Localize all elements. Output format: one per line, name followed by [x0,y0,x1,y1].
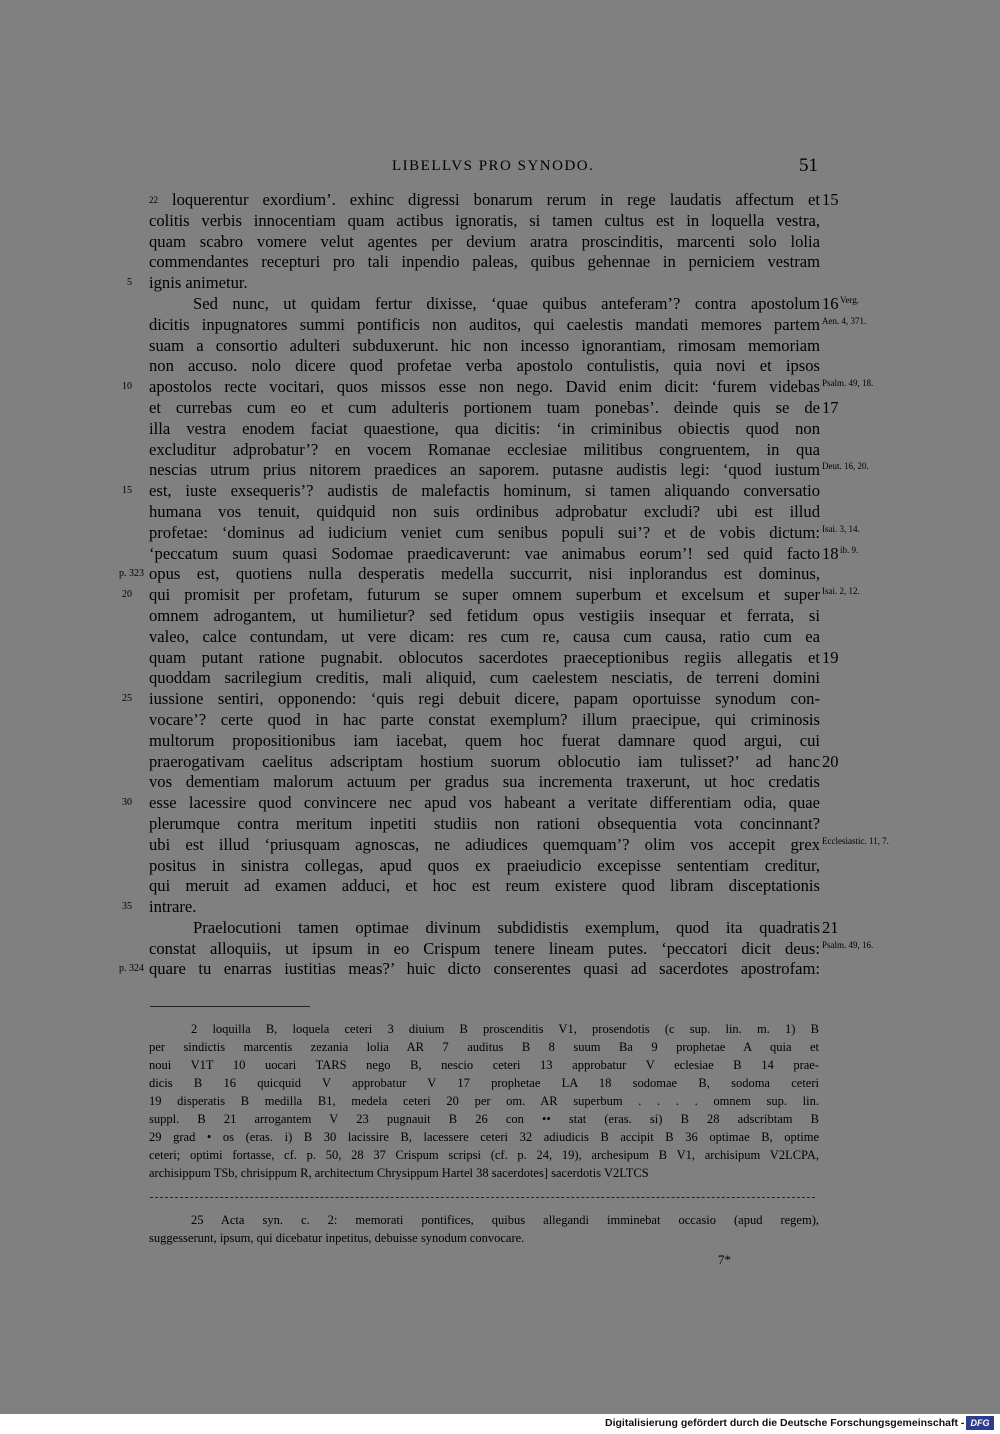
source-notes [149,1211,819,1247]
line-content: Praelocutioni tamen optimae divinum subdidistis exemplum, quod ita quadratis [193,917,820,937]
line-content: commendantes recepturi pro tali inpendio paleas, quibus gehennae in perniciem vestram [149,252,820,272]
line-text [149,460,820,481]
line-text [193,294,820,315]
margin-reference: Verg. [840,294,860,305]
text-line [0,856,1000,877]
apparatus-line: per sindictis marcentis zezania lolia AR 7 auditus B 8 suum Ba 9 prophetae A quia et [149,1040,819,1054]
line-content: suam a consortio adulteri subduxerunt. hic non incesso ignorantiam, rimosam memoriam [149,335,820,355]
chapter-number: 18 [822,543,839,563]
text-line [0,918,1000,939]
line-text [149,710,820,731]
page-marker: p. 323 [119,568,144,580]
text-line [0,481,1000,502]
chapter-number: 16 [822,293,839,313]
line-content: quare tu enarras iustitias meas?’ huic dicto conserentes quasi ad sacerdotes apostrofam: [149,959,820,979]
text-line [0,460,1000,481]
line-number: 10 [122,381,132,393]
line-text [149,190,820,211]
text-line [0,377,1000,398]
line-number: 15 [122,485,132,497]
apparatus-line: 29 grad • os (eras. i) B 30 lacissire B, lacessere ceteri 32 adiudicis B accipit B 36 optimae B, optime [149,1130,819,1144]
line-content: quam putant ratione pugnabit. oblocutos sacerdotes praeceptionibus regiis allegatis et [149,647,820,667]
page-marker: p. 324 [119,963,144,975]
line-text [149,731,820,752]
text-line [0,502,1000,523]
line-text [149,959,820,980]
line-text [149,523,820,544]
line-content: ubi est illud ‘priusquam agnoscas, ne adiudices quemquam’? olim vos accepit grex [149,834,820,854]
text-line [0,731,1000,752]
text-line [0,752,1000,773]
apparatus-line: noui V1T 10 uocari TARS nego B, nescio ceteri 13 approbatur V eclesiae B 14 prae- [149,1058,819,1072]
line-content: apostolos recte vocitari, quos missos esse non nego. David enim dicit: ‘furem videbas [149,377,820,397]
text-line [0,668,1000,689]
line-content: multorum propositionibus iam iacebat, quem hoc fuerat damnare quod argui, cui [149,730,820,750]
line-text [149,939,820,960]
line-content: constat alloquiis, ut ipsum in eo Crispum tenere lineam putes. ‘peccatori dicit deus: [149,938,820,958]
line-content: vos dementiam malorum actuum per gradus sua incrementa traxerunt, ut hoc credatis [149,772,820,792]
dfg-logo: DFG [966,1416,994,1430]
text-line [0,835,1000,856]
text-line [0,356,1000,377]
line-text [149,772,820,793]
signature-mark: 7* [718,1252,731,1267]
line-text [149,481,820,502]
line-text [149,564,820,585]
line-content: qui meruit ad examen adduci, et hoc est reum existere quod libram disceptationis [149,876,820,896]
text-line [0,190,1000,211]
line-content: qui promisit per profetam, futurum se super omnem superbum et excelsum et super [149,585,820,605]
text-line [0,939,1000,960]
line-text [149,585,820,606]
line-content: illa vestra enodem faciat quaestione, qua dicitis: ‘in criminibus obiectis quod non [149,418,820,438]
line-text [149,419,820,440]
line-content: omnem adrogantem, ut humilietur? sed fetidum opus vestigiis insequar et ferrata, si [149,605,820,625]
chapter-number: 20 [822,751,839,771]
line-content: excluditur adprobatur’? en vocem Romanae ecclesiae militibus congruentem, in qua [149,439,820,459]
line-content: est, iuste exsequeris’? audistis de malefactis hominum, si tamen aliquando conversatio [149,481,820,501]
line-text [149,668,820,689]
running-head: LIBELLVS PRO SYNODO. [392,158,595,174]
line-text [149,252,820,273]
text-line [0,710,1000,731]
line-text [149,856,820,877]
main-text [0,190,1000,980]
apparatus-line: archisippum TSb, chrisippum R, architectum Chrysippum Hartel 38 sacerdotes] sacerdotis V2LTCS [149,1166,649,1180]
line-content: dicitis inpugnatores summi pontificis non auditos, qui caelestis mandati memores partem [149,314,820,334]
apparatus-line: 2 loquilla B, loquela ceteri 3 diuium B proscenditis V1, prosendotis (c sup. lin. m. 1) B [191,1022,819,1036]
line-text [149,793,820,814]
text-line [0,336,1000,357]
margin-reference: Isai. 3, 14. [822,523,860,534]
line-text [193,918,820,939]
apparatus-line: 19 disperatis B medilla B1, medela ceteri 20 per om. AR superbum . . . . omnem sup. lin. [149,1094,819,1108]
text-line [0,689,1000,710]
text-line [0,419,1000,440]
line-text [149,544,820,565]
line-content: non accuso. nolo dicere quod profetae verba apostolo contulistis, quia novi et ipsos [149,356,820,376]
line-content: valeo, calce contundam, ut vere dicam: res cum re, causa cum causa, ratio cum ea [149,626,820,646]
apparatus-line: ceteri; optimi fortasse, cf. p. 50, 28 37 Crispum scripsi (cf. p. 24, 19), archesipum B V1, archisipum V2LCPA, [149,1148,819,1162]
line-text [149,440,820,461]
line-text [149,897,820,918]
line-number: 30 [122,797,132,809]
chapter-number: 21 [822,917,839,937]
note-line: 25 Acta syn. c. 2: memorati pontifices, quibus allegandi imminebat occasio (apud regem), [191,1213,819,1227]
text-line [0,793,1000,814]
line-content: positus in sinistra collegas, apud quos ex praeiudicio excepisse sententiam creditur, [149,855,820,875]
margin-reference: Aen. 4, 371. [822,315,867,326]
text-line [0,544,1000,565]
text-line [0,648,1000,669]
line-content: colitis verbis innocentiam quam actibus ignoratis, si tamen cultus est in loquella vestra, [149,210,820,230]
apparatus-line: dicis B 16 quicquid V approbatur V 17 prophetae LA 18 sodomae B, sodoma ceteri [149,1076,819,1090]
line-text [149,356,820,377]
text-line [0,273,1000,294]
line-text [149,232,820,253]
text-line [0,211,1000,232]
line-content: ‘peccatum suum quasi Sodomae praedicaverunt: vae animabus eorum’! sed quid facto [149,543,820,563]
line-text [149,315,820,336]
line-content: ignis animetur. [149,273,248,293]
text-line [0,252,1000,273]
text-line [0,897,1000,918]
funding-notice: Digitalisierung gefördert durch die Deutsche Forschungsgemeinschaft - [605,1417,965,1429]
line-text [149,336,820,357]
margin-reference: Isai. 2, 12. [822,586,860,597]
line-text [149,627,820,648]
line-content: nescias utrum prius nitorem praedices an saporem. putasne audistis legi: ‘quod iustum [149,460,820,480]
margin-reference: Psalm. 49, 16. [822,939,874,950]
text-line [0,440,1000,461]
line-text [149,689,820,710]
line-content: Sed nunc, ut quidam fertur dixisse, ‘quae quibus anteferam’? contra apostolum [193,293,820,313]
line-text [149,606,820,627]
text-line [0,772,1000,793]
line-content: profetae: ‘dominus ad iudicium veniet cum senibus populi sui’? et de vobis dictum: [149,522,820,542]
line-superscript: 22 [149,195,158,205]
apparatus-line: suppl. B 21 arrogantem V 23 pugnauit B 26 con •• stat (eras. si) B 28 adscribtam B [149,1112,819,1126]
line-content: intrare. [149,897,197,917]
text-line [0,398,1000,419]
text-line [0,315,1000,336]
line-text [149,648,820,669]
page-number: 51 [799,155,818,176]
line-text [149,398,820,419]
line-content: esse lacessire quod convincere nec apud vos habeant a veritate differentiam odia, quae [149,793,820,813]
critical-apparatus [149,1020,819,1182]
line-content: opus est, quotiens nulla desperatis medella succurrit, nisi inplorandus est dominus, [149,564,820,584]
line-content: humana vos tenuit, quidquid non suis ordinibus adprobatur excludi? ubi est illud [149,501,820,521]
line-text [149,502,820,523]
line-text [149,876,820,897]
note-line: suggesserunt, ipsum, qui dicebatur inpetitus, debuisse synodum convocare. [149,1231,525,1245]
margin-reference: ib. 9. [840,544,859,555]
footnote-rule [150,1006,310,1007]
line-text [149,211,820,232]
line-number: 35 [122,901,132,913]
line-content: iussione sentiri, opponendo: ‘quis regi debuit dicere, papam oportuisse synodum con- [149,689,820,709]
line-content: loquerentur exordium’. exhinc digressi bonarum rerum in rege laudatis affectum et [172,190,820,209]
apparatus-rule [150,1197,815,1198]
line-text [149,377,820,398]
text-line [0,294,1000,315]
chapter-number: 19 [822,647,839,667]
line-content: praerogativam caelitus adscriptam hostium suorum oblocutio iam tulisset?’ ad hanc [149,751,820,771]
line-number: 20 [122,589,132,601]
line-text [149,835,820,856]
line-number: 25 [122,693,132,705]
chapter-number: 15 [822,190,839,209]
line-number: 5 [127,277,132,289]
text-line [0,523,1000,544]
line-text [149,273,820,294]
line-content: quoddam sacrilegium creditis, mali aliquid, cum caelestem nesciatis, de terreni domini [149,668,820,688]
text-line [0,585,1000,606]
margin-reference: Psalm. 49, 18. [822,378,874,389]
text-line [0,232,1000,253]
chapter-number: 17 [822,397,839,417]
text-line [0,814,1000,835]
text-line [0,606,1000,627]
line-content: plerumque contra meritum inpetiti studiis non rationi obsequentia vota concinnant? [149,813,820,833]
margin-reference: Ecclesiastic. 11, 7. [822,835,889,846]
text-line [0,959,1000,980]
text-line [0,876,1000,897]
text-line [0,564,1000,585]
line-text [149,814,820,835]
line-content: quam scabro vomere velut agentes per devium aratra proscinditis, marcenti solo lolia [149,231,820,251]
line-content: vocare’? certe quod in hac parte constat exemplum? illum praecipue, qui criminosis [149,709,820,729]
line-text [149,752,820,773]
text-line [0,627,1000,648]
line-content: et currebas cum eo et cum adulteris portionem tuam ponebas’. deinde quis se de [149,397,820,417]
margin-reference: Deut. 16, 20. [822,461,869,472]
